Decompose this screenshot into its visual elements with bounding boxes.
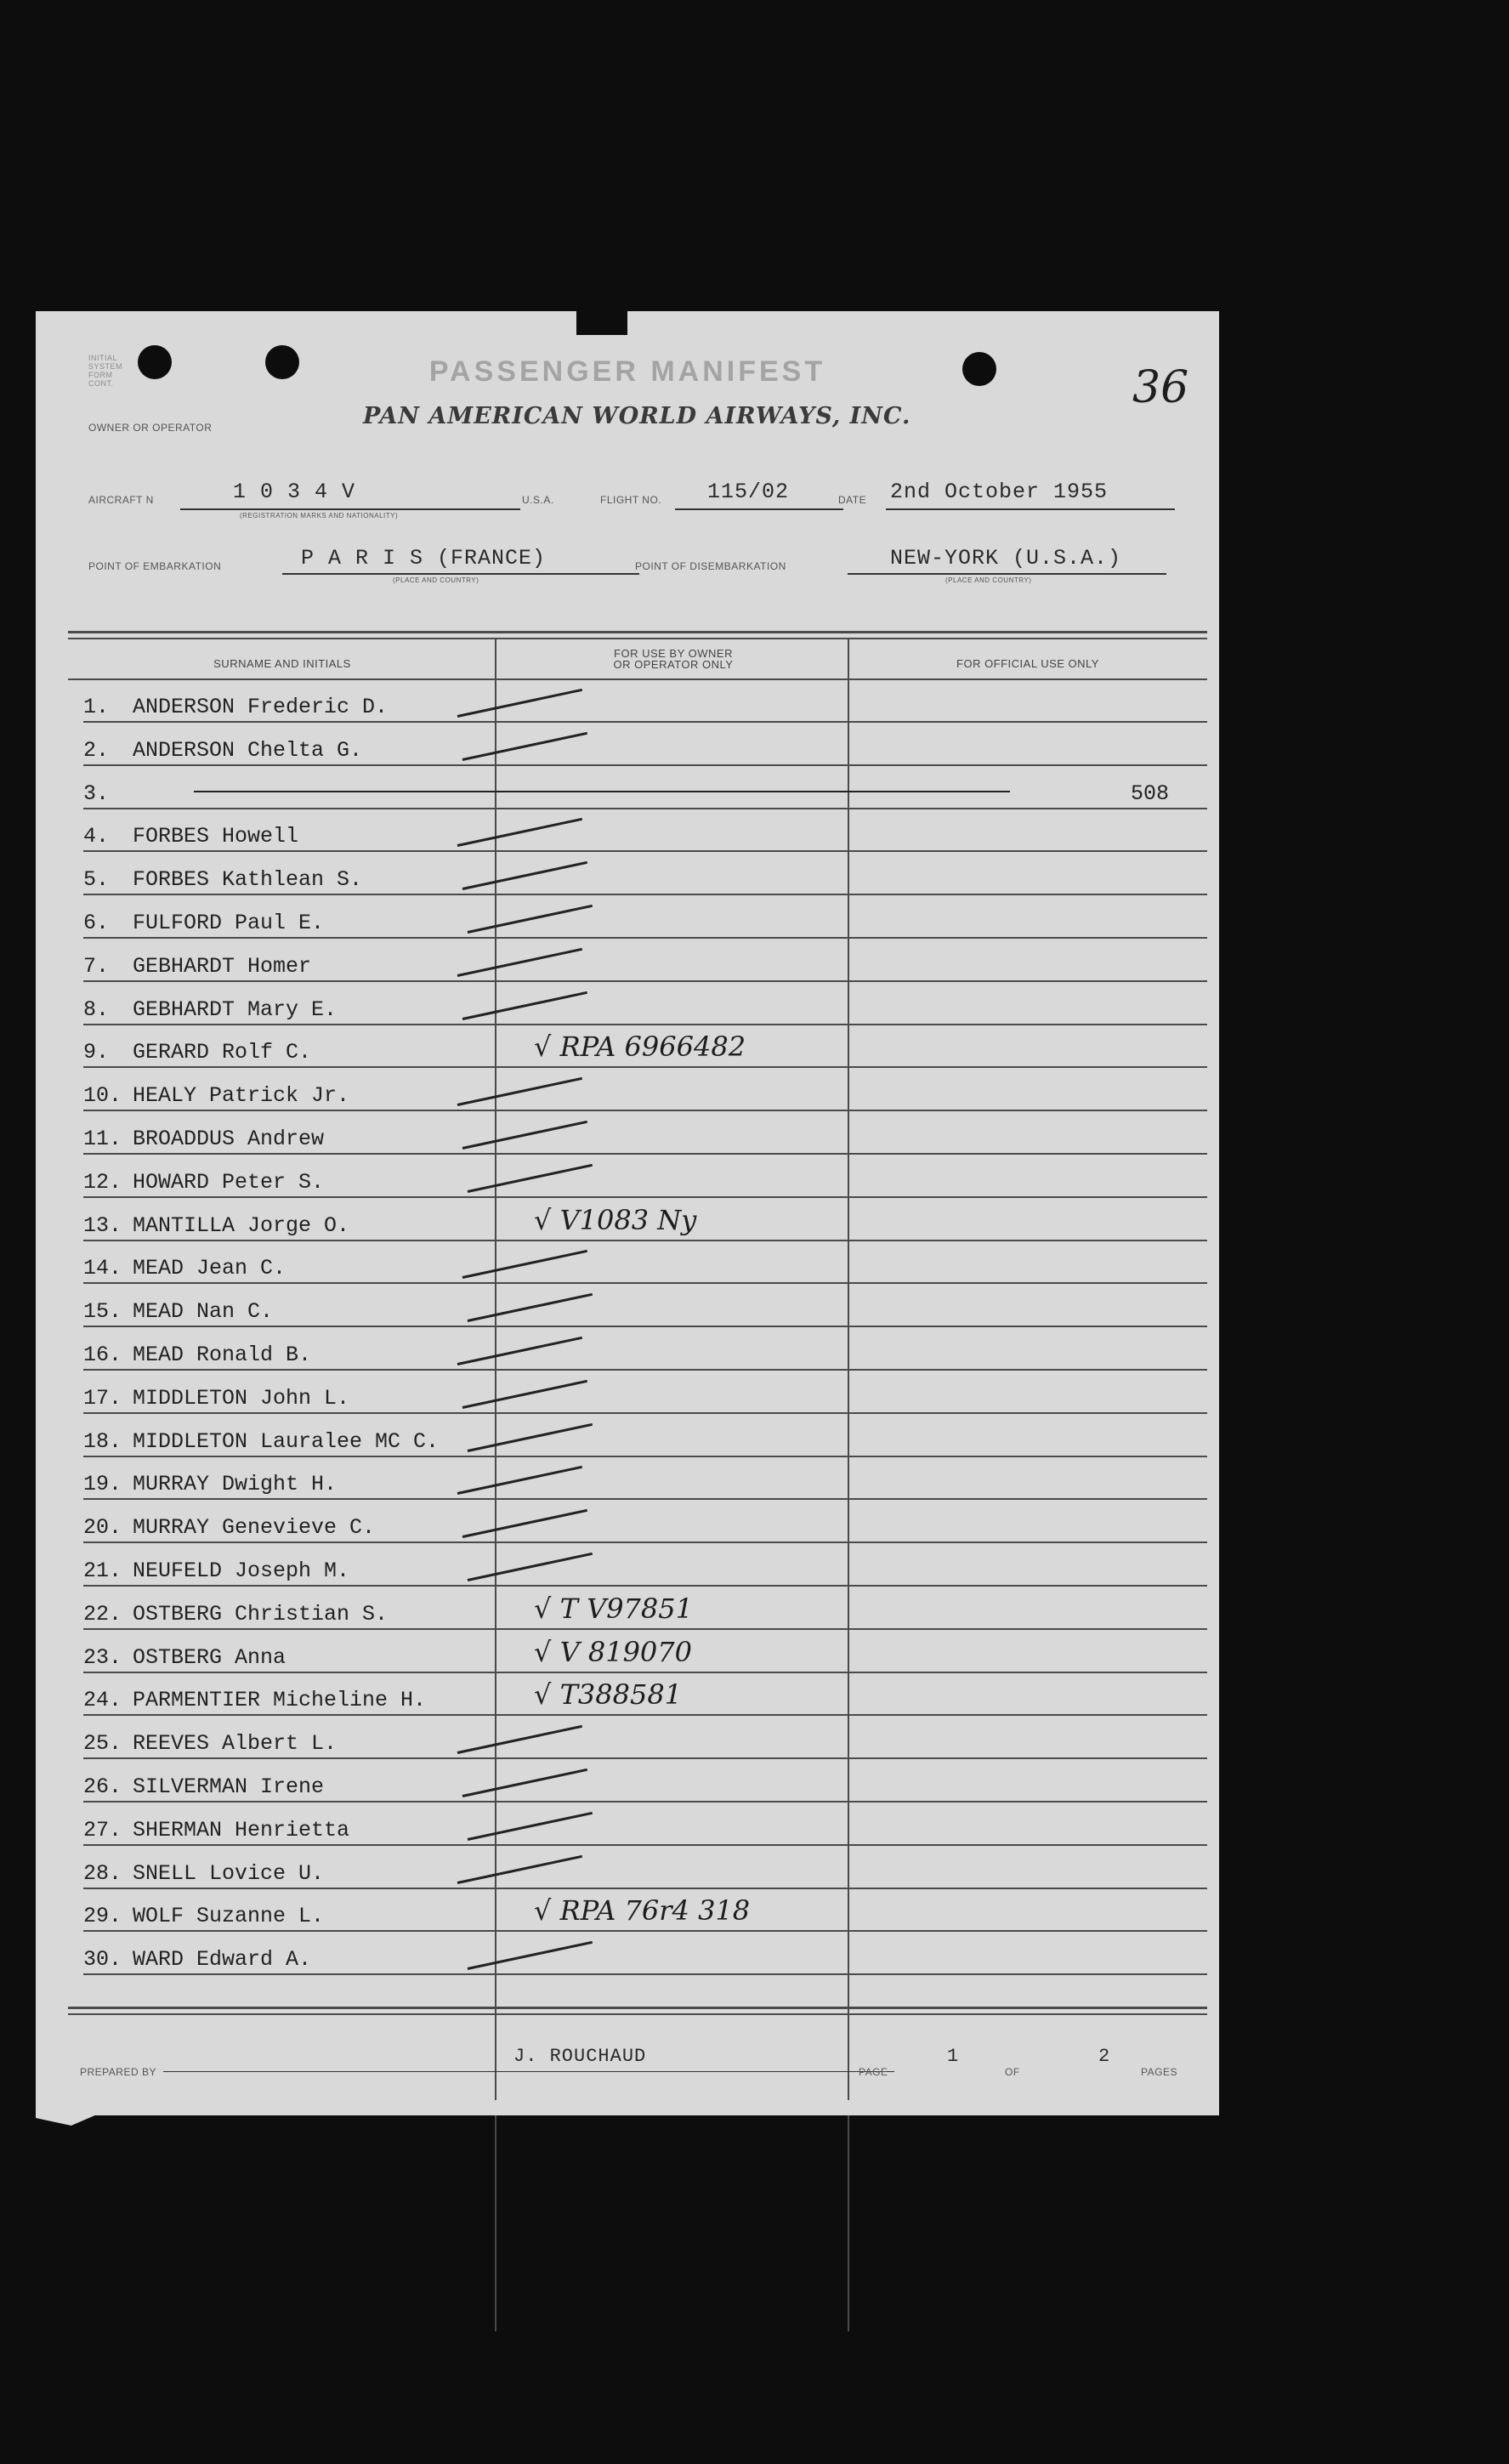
table-row — [83, 1889, 1207, 1932]
document-title: PASSENGER MANIFEST — [428, 355, 826, 388]
row-number: 10. — [83, 1083, 122, 1109]
passenger-name: FORBES Howell — [133, 824, 299, 849]
embark-sub: (PLACE AND COUNTRY) — [393, 576, 479, 584]
check-stroke — [462, 1769, 587, 1797]
passenger-name: MEAD Nan C. — [133, 1299, 274, 1325]
row-rule — [83, 894, 1207, 895]
table-row — [83, 1847, 1207, 1889]
official-value: 508 — [1131, 781, 1170, 806]
table-row — [83, 896, 1207, 939]
check-stroke — [457, 1077, 582, 1106]
table-top-rule — [68, 631, 1207, 633]
check-stroke — [468, 1293, 593, 1322]
table-row — [83, 1285, 1207, 1327]
manifest-sheet — [36, 311, 1219, 2115]
passenger-name: SNELL Lovice U. — [133, 1860, 325, 1886]
row-number: 3. — [83, 781, 110, 806]
row-rule — [83, 1024, 1207, 1025]
row-number: 20. — [83, 1515, 122, 1541]
row-number: 14. — [83, 1256, 122, 1281]
check-stroke — [457, 818, 582, 847]
owner-label: OWNER OR OPERATOR — [88, 422, 213, 434]
table-row — [83, 1112, 1207, 1155]
row-rule — [83, 1240, 1207, 1241]
passenger-name: NEUFELD Joseph M. — [133, 1558, 350, 1583]
table-row — [83, 940, 1207, 982]
check-stroke — [468, 1812, 593, 1841]
check-stroke — [468, 905, 593, 934]
check-stroke — [457, 1466, 582, 1495]
row-number: 17. — [83, 1385, 122, 1411]
row-number: 26. — [83, 1774, 122, 1799]
check-stroke — [457, 948, 582, 977]
table-row — [83, 1069, 1207, 1111]
check-stroke — [457, 1854, 582, 1883]
row-rule — [83, 850, 1207, 852]
passenger-name: MURRAY Genevieve C. — [133, 1515, 376, 1541]
flight-label: FLIGHT NO. — [600, 494, 662, 506]
handwritten-note: √ T388581 — [534, 1678, 683, 1712]
handwritten-note: √ RPA 76r4 318 — [534, 1894, 751, 1927]
table-row — [83, 1241, 1207, 1284]
flight-underline — [675, 508, 843, 510]
table-row — [83, 1328, 1207, 1371]
disembark-underline — [848, 573, 1166, 575]
check-stroke — [468, 1553, 593, 1581]
crossed-out-line — [194, 791, 1010, 792]
row-number: 22. — [83, 1601, 122, 1627]
row-rule — [83, 1973, 1207, 1975]
embark-label: POINT OF EMBARKATION — [88, 560, 222, 572]
prepared-value: J. ROUCHAUD — [513, 2046, 647, 2067]
table-row — [83, 1199, 1207, 1241]
row-number: 8. — [83, 996, 110, 1022]
table-row — [83, 1501, 1207, 1543]
passenger-name: GERARD Rolf C. — [133, 1040, 312, 1065]
disembark-sub: (PLACE AND COUNTRY) — [945, 576, 1032, 584]
row-number: 15. — [83, 1299, 122, 1325]
row-number: 7. — [83, 953, 110, 979]
check-stroke — [462, 1250, 587, 1279]
row-rule — [83, 764, 1207, 766]
handwritten-note: √ V 819070 — [534, 1635, 692, 1668]
form-stamp: INITIAL SYSTEM FORM CONT. — [88, 354, 123, 388]
row-rule — [83, 937, 1207, 939]
aircraft-underline — [180, 508, 520, 510]
row-number: 12. — [83, 1169, 122, 1195]
table-bottom-rule — [68, 2007, 1207, 2009]
passenger-name: REEVES Albert L. — [133, 1731, 338, 1757]
column-header-owner-use: FOR USE BY OWNER OR OPERATOR ONLY — [613, 647, 734, 671]
row-rule — [83, 1930, 1207, 1932]
row-number: 29. — [83, 1904, 122, 1929]
embark-value: P A R I S (FRANCE) — [301, 546, 547, 571]
passenger-name: GEBHARDT Homer — [133, 953, 312, 979]
row-number: 11. — [83, 1127, 122, 1151]
check-stroke — [462, 1121, 587, 1150]
passenger-name: WARD Edward A. — [133, 1947, 312, 1973]
table-row — [83, 1457, 1207, 1500]
row-rule — [83, 1282, 1207, 1284]
row-number: 19. — [83, 1472, 122, 1497]
row-number: 4. — [83, 824, 110, 849]
date-underline — [886, 508, 1175, 510]
of-label: OF — [1005, 2066, 1020, 2078]
row-rule — [83, 808, 1207, 809]
column-header-surname: SURNAME AND INITIALS — [213, 657, 351, 670]
of-value: 2 — [1098, 2046, 1111, 2067]
row-rule — [83, 1585, 1207, 1587]
column-header-official-use: FOR OFFICIAL USE ONLY — [956, 657, 1099, 670]
table-row — [83, 1803, 1207, 1846]
passenger-name: WOLF Suzanne L. — [133, 1904, 325, 1929]
table-row — [83, 1544, 1207, 1587]
passenger-name: PARMENTIER Micheline H. — [133, 1688, 427, 1713]
passenger-name: MEAD Ronald B. — [133, 1343, 312, 1367]
pages-label: PAGES — [1141, 2066, 1177, 2078]
row-rule — [83, 1498, 1207, 1500]
aircraft-value: 1 0 3 4 V — [233, 480, 356, 504]
passenger-name: HOWARD Peter S. — [133, 1169, 325, 1195]
table-row — [83, 1673, 1207, 1716]
check-stroke — [468, 1941, 593, 1970]
table-row — [83, 983, 1207, 1025]
row-rule — [83, 1456, 1207, 1457]
passenger-name: ANDERSON Chelta G. — [133, 737, 363, 763]
table-row — [83, 680, 1207, 723]
row-number: 18. — [83, 1428, 122, 1454]
usa-label: U.S.A. — [522, 494, 554, 506]
table-row — [83, 767, 1207, 809]
embark-underline — [282, 573, 639, 575]
passenger-name: GEBHARDT Mary E. — [133, 996, 338, 1022]
passenger-name: MIDDLETON Lauralee MC C. — [133, 1428, 440, 1454]
table-bottom-rule — [68, 2013, 1207, 2015]
passenger-name: MEAD Jean C. — [133, 1256, 286, 1281]
row-number: 28. — [83, 1860, 122, 1886]
row-rule — [83, 1888, 1207, 1889]
row-rule — [83, 1412, 1207, 1414]
row-rule — [83, 1628, 1207, 1630]
table-row — [83, 853, 1207, 895]
row-number: 24. — [83, 1688, 122, 1713]
row-number: 16. — [83, 1343, 122, 1367]
row-rule — [83, 1672, 1207, 1673]
table-row — [83, 1933, 1207, 1975]
passenger-name: ANDERSON Frederic D. — [133, 695, 389, 719]
aircraft-sub: (REGISTRATION MARKS AND NATIONALITY) — [240, 512, 399, 519]
table-row — [83, 1717, 1207, 1759]
row-rule — [83, 721, 1207, 723]
row-number: 25. — [83, 1731, 122, 1757]
binding-tab — [576, 311, 627, 335]
row-rule — [83, 1757, 1207, 1759]
check-stroke — [462, 861, 587, 890]
row-rule — [83, 1326, 1207, 1327]
check-stroke — [462, 1509, 587, 1538]
passenger-name: MANTILLA Jorge O. — [133, 1212, 350, 1238]
check-stroke — [462, 991, 587, 1019]
row-number: 30. — [83, 1947, 122, 1973]
row-rule — [83, 1714, 1207, 1716]
row-number: 13. — [83, 1212, 122, 1238]
check-stroke — [462, 732, 587, 761]
page-label: PAGE — [859, 2066, 888, 2078]
row-rule — [83, 1801, 1207, 1803]
row-number: 23. — [83, 1644, 122, 1670]
passenger-name: OSTBERG Anna — [133, 1644, 286, 1670]
row-rule — [83, 980, 1207, 982]
passenger-name: FULFORD Paul E. — [133, 911, 325, 935]
row-rule — [83, 1844, 1207, 1846]
row-number: 9. — [83, 1040, 110, 1065]
passenger-name: OSTBERG Christian S. — [133, 1601, 389, 1627]
disembark-label: POINT OF DISEMBARKATION — [635, 560, 786, 572]
row-number: 2. — [83, 737, 110, 763]
disembark-value: NEW-YORK (U.S.A.) — [890, 546, 1122, 571]
handwritten-note: √ V1083 Ny — [534, 1203, 697, 1236]
table-row — [83, 1587, 1207, 1630]
row-rule — [83, 1541, 1207, 1543]
prepared-label: PREPARED BY — [80, 2066, 156, 2078]
passenger-name: HEALY Patrick Jr. — [133, 1083, 350, 1109]
row-rule — [83, 1196, 1207, 1198]
passenger-name: MURRAY Dwight H. — [133, 1472, 338, 1497]
handwritten-note: √ T V97851 — [534, 1592, 693, 1625]
row-number: 21. — [83, 1558, 122, 1583]
check-stroke — [468, 1422, 593, 1451]
handwritten-page-number: 36 — [1132, 362, 1189, 413]
table-row — [83, 1760, 1207, 1803]
table-top-rule — [68, 638, 1207, 639]
flight-value: 115/02 — [707, 480, 790, 504]
check-stroke — [457, 689, 582, 718]
passenger-name: SILVERMAN Irene — [133, 1774, 325, 1799]
date-value: 2nd October 1955 — [890, 480, 1109, 504]
table-row — [83, 1155, 1207, 1198]
table-row — [83, 1415, 1207, 1457]
check-stroke — [457, 1725, 582, 1754]
passenger-name: MIDDLETON John L. — [133, 1385, 350, 1411]
prepared-underline — [163, 2071, 894, 2072]
check-stroke — [468, 1164, 593, 1193]
row-rule — [83, 1110, 1207, 1111]
row-number: 27. — [83, 1817, 122, 1842]
table-row — [83, 724, 1207, 766]
check-stroke — [457, 1337, 582, 1365]
row-rule — [83, 1066, 1207, 1068]
table-row — [83, 1371, 1207, 1414]
date-label: DATE — [838, 494, 867, 506]
passenger-name: FORBES Kathlean S. — [133, 867, 363, 893]
passenger-name: SHERMAN Henrietta — [133, 1817, 350, 1842]
aircraft-label: AIRCRAFT N — [88, 494, 154, 506]
table-row — [83, 1025, 1207, 1068]
row-rule — [83, 1369, 1207, 1371]
passenger-name: BROADDUS Andrew — [133, 1127, 325, 1151]
table-row — [83, 1631, 1207, 1673]
handwritten-note: √ RPA 6966482 — [534, 1030, 746, 1064]
table-row — [83, 809, 1207, 852]
row-rule — [83, 1153, 1207, 1155]
row-number: 5. — [83, 867, 110, 893]
operator-name: PAN AMERICAN WORLD AIRWAYS, INC. — [363, 403, 911, 429]
page-value: 1 — [947, 2046, 960, 2067]
check-stroke — [462, 1380, 587, 1409]
row-number: 6. — [83, 911, 110, 935]
row-number: 1. — [83, 695, 110, 719]
